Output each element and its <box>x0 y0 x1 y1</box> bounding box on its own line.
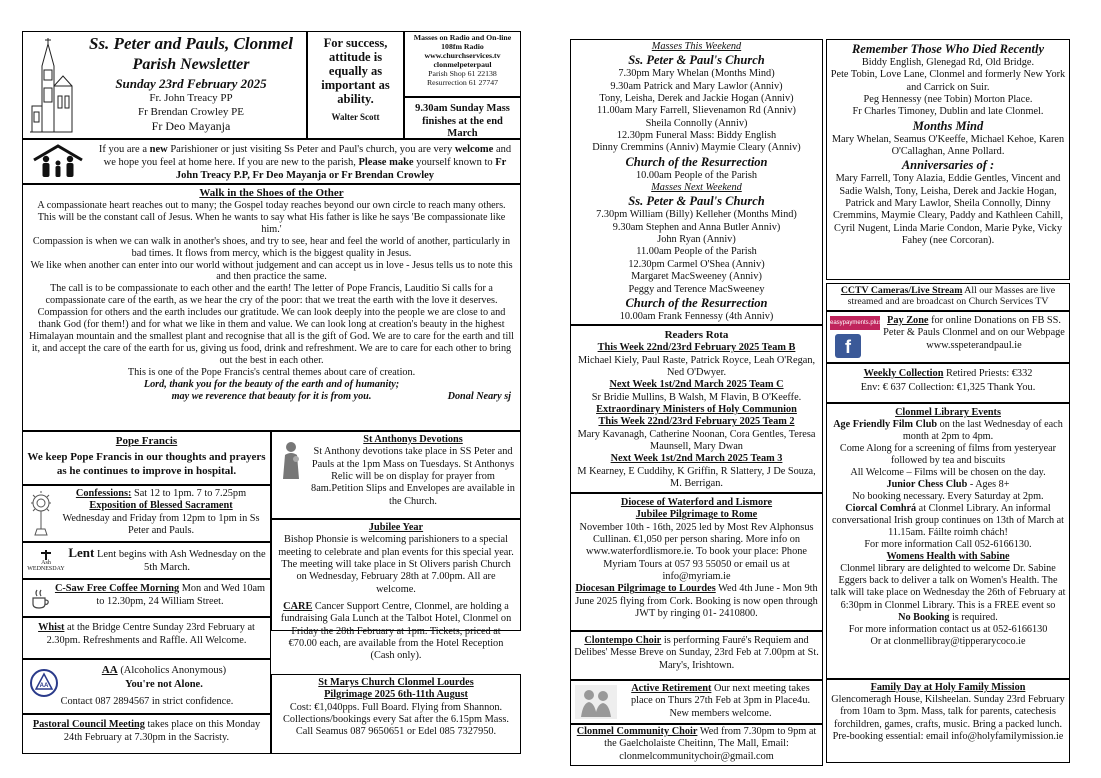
ciorcal-text: at Clonmel Library. An informal conversational Irish group continues on 13th of March at 11.15am. Fáilte roimh chách! <box>832 503 1064 539</box>
anniversaries-title: Anniversaries of : <box>901 158 995 173</box>
payzone-box <box>826 311 1070 363</box>
parish-title: Ss. Peter and Pauls, Clonmel <box>88 34 294 53</box>
community-choir-label: Clonmel Community Choir <box>576 726 698 737</box>
facebook-icon[interactable]: f <box>835 334 861 358</box>
remember-1: Biddy English, Glenegad Rd, Old Bridge. <box>861 57 1035 68</box>
library-title: Clonmel Library Events <box>895 407 1001 418</box>
welcome-text-3: and we hope you feel at home here. If you are new to the parish, <box>103 144 512 169</box>
mass-930-notice: 9.30am Sunday Mass finishes at the end March <box>404 97 521 139</box>
welcome-text-2: Parishioner or just visiting Ss Peter and Paul's church, you are very <box>167 144 455 155</box>
chess-club-text: No booking necessary. Every Saturday at 2pm. <box>852 491 1044 503</box>
remember-4: Fr Charles Timoney, Dublin and late Clonmel. <box>852 106 1044 118</box>
clontempo-text: is performing Fauré's Requiem and Delibes' Messe Breve on Sunday, 23rd Feb at 7.00pm at St. Mary's, Irishtown. <box>574 635 819 671</box>
ciorcal-contact: For more information Call 052-6166130. <box>864 539 1032 551</box>
pastoral-text: takes place on this Monday 24th February at 7.30pm in the Sacristy. <box>63 719 261 743</box>
diocese-lourdes: Diocesan Pilgrimage to Lourdes <box>575 583 716 595</box>
pope-text: We keep Pope Francis in our thoughts and prayers as he continues to improve in hospital. <box>27 451 266 477</box>
csaw-label: C-Saw Free Coffee Morning <box>54 583 180 594</box>
walk-title: Walk in the Shoes of the Other <box>199 187 344 199</box>
welcome-new: new <box>149 144 168 155</box>
pope-title: Pope Francis <box>115 435 178 447</box>
easypayments-logo: easypayments.plus <box>830 316 880 330</box>
ash-wednesday-label: Ash WEDNESDAY <box>27 560 65 572</box>
walk-prayer-1: Lord, thank you for the beauty of the earth and of humanity; <box>143 378 400 390</box>
diocese-text: November 10th - 16th, 2025 led by Most Rev Alphonsus Cullinan. €1,050 per person sharing. More info on www.waterfordlismore.ie. To book your place: Phone Myriam Tours at 057 93 55050 or email us at info@myriam.ie <box>579 521 814 583</box>
radio-box <box>404 31 521 97</box>
aa-contact: Contact 087 2894567 in strict confidence. <box>60 696 234 707</box>
library-box <box>826 403 1070 679</box>
exposition-text: Wednesday and Friday from 12pm to 1pm in Ss Peter and Pauls. <box>62 512 260 537</box>
womens-health-text: Clonmel library are delighted to welcome Dr. Sabine Eggers back to deliver a talk on Women's Health. The talk will take place on Wednesday the 26th of February at 6:30pm in Clonmel Library. This is a FREE event so <box>830 563 1066 611</box>
radio-site-2: clonmelpeterpaul <box>433 59 492 69</box>
lourdes-sm-title-1: St Marys Church Clonmel Lourdes <box>318 677 474 688</box>
whist-label: Whist <box>38 622 65 633</box>
mass-next-1: 7.30pm William (Billy) Kelleher (Months Mind) <box>596 209 797 221</box>
mass-this-4: 11.00am Mary Farrell, Slievenamon Rd (Anniv) <box>597 105 796 117</box>
remember-3: Peg Hennessy (nee Tobin) Morton Place. <box>863 94 1033 106</box>
womens-health-title: Womens Health with Sabine <box>886 551 1010 563</box>
csaw-box <box>22 579 271 617</box>
pope-box <box>22 431 271 485</box>
mass-this-3: Tony, Leisha, Derek and Jackie Hogan (Anniv) <box>599 93 794 105</box>
radio-site-1[interactable]: www.churchservices.tv <box>424 50 501 60</box>
cctv-text: All our Masses are live streamed and are broadcast on Church Services TV <box>847 285 1056 308</box>
mass-this-1: 7.30pm Mary Whelan (Months Mind) <box>618 68 775 80</box>
clontempo-box <box>570 631 823 680</box>
anthony-box <box>271 431 521 519</box>
ciorcal-label: Ciorcal Comhrá <box>845 503 917 515</box>
whist-text: at the Bridge Centre Sunday 23rd February at 2.30pm. Refreshments and Raffle. All Welcome. <box>46 622 255 646</box>
walk-para-6: This is one of the Pope Francis's central themes about care of creation. <box>127 366 416 378</box>
jubilee-box <box>271 519 521 662</box>
monstrance-icon <box>29 490 53 538</box>
walk-para-1: A compassionate heart reaches out to many; the Gospel today reaches beyond our own circle to reach many others. This will be the constant call of Jesus. When he wants to say what His father is like he says 'Be compassionate like him.' <box>37 199 506 235</box>
masses-box <box>570 39 823 325</box>
masses-this-heading: Masses This Weekend <box>651 41 742 52</box>
mass-next-4: 11.00am People of the Parish <box>636 246 757 258</box>
csaw-text: Mon and Wed 10am to 12.30pm, 24 William Street. <box>96 583 266 607</box>
film-club-text-3: All Welcome – Films will be chosen on the day. <box>850 467 1046 479</box>
remember-2: Pete Tobin, Love Lane, Clonmel and formerly New York and Carrick on Suir. <box>830 69 1066 93</box>
clontempo-label: Clontempo Choir <box>584 635 662 646</box>
remember-title: Remember Those Who Died Recently <box>851 42 1045 56</box>
welcome-text-4: yourself known to <box>413 157 496 169</box>
payzone-label: Pay Zone <box>887 315 929 326</box>
masses-church-2: Church of the Resurrection <box>625 154 768 169</box>
pastoral-box <box>22 714 271 754</box>
lourdes-sm-title-2: Pilgrimage 2025 6th-11th August <box>324 689 468 701</box>
mass-next-5: 12.30pm Carmel O'Shea (Anniv) <box>628 258 765 270</box>
resurrection-phone: Resurrection 61 27747 <box>426 77 499 87</box>
welcome-welcome: welcome <box>454 144 494 155</box>
mass-this-7: Dinny Cremmins (Anniv) Maymie Cleary (Anniv) <box>592 142 801 154</box>
welcome-box <box>22 139 521 184</box>
family-icon <box>29 144 87 180</box>
retirement-box <box>570 680 823 724</box>
rota-box <box>570 325 823 493</box>
jubilee-text: Bishop Phonsie is welcoming parishioners to a special meeting to celebrate and plan events for this special year. The meeting will take place in St Olivers parish Church on Wednesday, February 28th at 7.00pm. All are welcome. <box>278 534 514 595</box>
lent-label: Lent <box>68 545 95 560</box>
library-contact: For more information contact us at 052-6166130 <box>848 623 1048 635</box>
months-mind-title: Months Mind <box>912 118 984 133</box>
aa-title: AA <box>101 664 118 676</box>
coffee-cup-icon <box>29 587 51 611</box>
aa-box <box>22 659 271 714</box>
st-anthony-icon <box>276 438 306 482</box>
aa-line: You're not Alone. <box>125 678 203 690</box>
jubilee-title: Jubilee Year <box>368 522 424 533</box>
collection-text: Retired Priests: €332 <box>943 368 1033 379</box>
lent-box <box>22 542 271 579</box>
walk-author: Donal Neary sj <box>447 390 511 402</box>
family-day-title: Family Day at Holy Family Mission <box>870 682 1026 693</box>
lent-text: Lent begins with Ash Wednesday on the 5th March. <box>94 549 266 573</box>
care-text: Cancer Support Centre, Clonmel, are holding a fundraising Gala Lunch at the Talbot Hotel, Clonmel on Friday the 28th February at 1pm. Tickets, priced at €70.00 each, are available from the Hotel Reception (Cash only). <box>280 601 512 662</box>
collection-env: Env: € 637 Collection: €1,325 Thank You. <box>860 381 1036 393</box>
rota-week-4: Next Week 1st/2nd March 2025 Team 3 <box>610 453 783 465</box>
diocese-jubilee: Jubilee Pilgrimage to Rome <box>635 509 758 521</box>
exposition-title: Exposition of Blessed Sacrament <box>89 500 233 512</box>
diocese-title: Diocese of Waterford and Lismore <box>620 497 773 508</box>
community-choir-box <box>570 724 823 766</box>
welcome-names: Fr John Treacy P.P, Fr Deo Mayanja or Fr Brendan Crowley <box>175 157 507 182</box>
payzone-text: for online Donations on FB SS. Peter & Pauls Clonmel and on our Webpage www.sspeterandpaul.ie <box>883 315 1065 351</box>
mass-next-3: John Ryan (Anniv) <box>657 234 736 246</box>
quote-box <box>307 31 404 139</box>
mass-res-2: 10.00am Frank Fennessy (4th Anniv) <box>619 310 774 322</box>
community-choir-text: Wed from 7.30pm to 9pm at the Gaelcholaiste Cheitinn, The Mall, Email: clonmelcommunitychoir@gmail.com <box>604 726 817 762</box>
no-booking-text: is required. <box>949 611 998 623</box>
family-day-text: Glencomeragh House, Kilsheelan. Sunday 23rd February from 10am to 3pm. Mass, talk for parents, catechesis forchildren, games, crafts, music. Bring a packed lunch. Pre-booking essential: email info@holyfamilymission.ie <box>831 694 1065 742</box>
diocese-lourdes-text: Wed 4th June - Mon 9th June 2025 flying from Cork. Booking is now open through JWT by ringing 01- 2410800. <box>575 583 818 620</box>
walk-box <box>22 184 521 431</box>
family-day-box <box>826 679 1070 763</box>
parish-shop-phone: Parish Shop 61 22138 <box>428 68 497 78</box>
aa-logo-icon <box>29 668 59 698</box>
walk-prayer-2: may we reverence that beauty for it is from you. <box>171 390 372 402</box>
welcome-text-1: If you are a <box>98 144 150 155</box>
rota-week-3-names: Mary Kavanagh, Catherine Noonan, Cora Gentles, Teresa Maunsell, Mary Dwan <box>577 428 816 452</box>
masses-church-2b: Church of the Resurrection <box>625 295 768 310</box>
ash-wednesday-icon <box>27 546 65 576</box>
eucharistic-ministers-title: Extraordinary Ministers of Holy Communion <box>596 403 797 415</box>
confessions-box <box>22 485 271 542</box>
priest-1: Fr. John Treacy PP <box>149 92 233 105</box>
newsletter-date: Sunday 23rd February 2025 <box>115 76 267 92</box>
collection-label: Weekly Collection <box>863 368 944 379</box>
walk-para-3: We like when another can enter into our world without judgement and can accept us in love - Jesus tells us to note this and then practice the same. <box>30 259 513 283</box>
no-booking-label: No Booking <box>898 611 950 623</box>
care-label: CARE <box>283 601 313 613</box>
film-club-text-2: Come Along for a screening of films from yesteryear followed by tea and biscuits <box>839 443 1057 467</box>
priest-3: Fr Deo Mayanja <box>151 118 231 133</box>
rota-week-2-names: Sr Bridie Mullins, B Walsh, M Flavin, B O'Keeffe. <box>591 391 802 403</box>
confessions-label: Confessions: <box>75 488 132 499</box>
remember-box <box>826 39 1070 280</box>
film-club-label: Age Friendly Film Club <box>833 419 938 431</box>
mass-res-1: 10.00am People of the Parish <box>636 169 757 181</box>
rota-week-2: Next Week 1st/2nd March 2025 Team C <box>609 379 784 391</box>
retirement-text: Our next meeting takes place on Thurs 27th Feb at 3pm in Place4u. New members welcome. <box>630 683 811 719</box>
mass-next-2: 9.30am Stephen and Anna Butler Anniv) <box>612 221 781 233</box>
collection-box <box>826 363 1070 403</box>
quote-author: Walter Scott <box>331 112 380 122</box>
mass-this-5: Sheila Connolly (Anniv) <box>645 117 748 129</box>
months-mind-list: Mary Whelan, Seamus O'Keeffe, Michael Kehoe, Karen O'Callaghan, Anne Pollard. <box>831 133 1065 158</box>
whist-box <box>22 617 271 659</box>
lourdes-sm-text: Cost: €1,040pps. Full Board. Flying from Shannon. Collections/bookings every Sat after the 6.15pm Mass. Call Seamus 087 9650651 or Edel 085 7327950. <box>283 701 509 738</box>
masses-church-1: Ss. Peter & Paul's Church <box>628 53 765 68</box>
masses-church-1b: Ss. Peter & Paul's Church <box>628 194 765 209</box>
rota-week-1: This Week 22nd/23rd February 2025 Team B <box>597 342 796 354</box>
walk-para-2: Compassion is when we can walk in another's shoes, and try to see, hear and feel the world of another, particularly in bad times. It flows from mercy, which is the biggest quality in Jesus. <box>32 235 511 259</box>
retirement-label: Active Retirement <box>631 683 712 694</box>
library-email: Or at clonmellibray@tipperarycoco.ie <box>870 635 1026 647</box>
anniversaries-list: Mary Farrell, Tony Alazia, Eddie Gentles, Vincent and Sadie Walsh, Tony, Leisha, Derek and Jackie Hogan, Patrick and Mary Lawlor, Sheila Connolly, Dinny Cremmins, Maymie Cleary, Paddy and Kathleen Cahill, Cyril Nugent, Linda Marie Condon, Marie Pyke, Vicky Fahey (nee Corcoran). <box>832 173 1064 247</box>
film-club-text: on the last Wednesday of each month at 2pm to 4pm. <box>902 419 1063 443</box>
masses-next-heading: Masses Next Weekend <box>651 182 742 194</box>
quote-text: For success, attitude is equally as important as ability. <box>321 36 390 106</box>
walk-para-4: The call is to be compassionate to each other and the earth! The letter of Pope Francis, Lauditio Si calls for a compassionate care of the earth, as we hear the cry of the poor: that we treat the earth with the love it deserves. <box>45 283 498 307</box>
walk-para-5: Compassion for others and the earth includes our gratitude. We can look deeply into the people we are close to and thank God (for them!) and for what we like in them and value. We can look long at creation's beauty in the highest Himalayan mountain and the smallest plant and recognise that all is the gift of God. We are to care for the earth and till it, and accept the care of the earth for us, giving us food, drink and refreshment. We are to care for each other to bring out the best in each other. <box>28 307 514 367</box>
mass-this-2: 9.30am Patrick and Mary Lawlor (Anniv) <box>610 80 783 92</box>
svg-text:AA: AA <box>39 683 49 689</box>
pastoral-label: Pastoral Council Meeting <box>32 719 145 730</box>
church-icon <box>27 36 75 134</box>
radio-title: Masses on Radio and On-line 108fm Radio <box>413 33 512 51</box>
mass-this-6: 12.30pm Funeral Mass: Biddy English <box>616 130 777 142</box>
cctv-box <box>826 283 1070 311</box>
anthony-text: St Anthony devotions take place in SS Peter and Pauls at the 1pm Mass on Tuesdays. St Anthonys Relic will be on display for prayer from 8am.Petition Slips and Envelopes are available in the Church. <box>311 446 515 507</box>
mass-next-6: Margaret MacSweeney (Anniv) <box>631 271 762 283</box>
lourdes-st-marys-box <box>271 674 521 754</box>
rota-title: Readers Rota <box>664 329 729 341</box>
priest-2: Fr Brendan Crowley PE <box>137 105 244 118</box>
anthony-title: St Anthonys Devotions <box>363 434 463 445</box>
diocese-box <box>570 493 823 631</box>
rota-week-4-names: M Kearney, E Cuddihy, K Griffin, R Slattery, J De Souza, M. Berrigan. <box>577 465 816 489</box>
cctv-label: CCTV Cameras/Live Stream <box>840 285 963 296</box>
welcome-please: Please make <box>358 157 414 169</box>
rota-week-3: This Week 22nd/23rd February 2025 Team 2 <box>598 416 795 428</box>
mass-next-7: Peggy and Terence MacSweeney <box>628 283 765 295</box>
rota-week-1-names: Michael Kiely, Paul Raste, Patrick Royce, Leah O'Regan, Ned O'Dwyer. <box>577 354 816 378</box>
seniors-icon <box>574 684 618 720</box>
confessions-text: Sat 12 to 1pm. 7 to 7.25pm <box>131 488 247 499</box>
header-box <box>22 31 307 139</box>
newsletter-title: Parish Newsletter <box>132 55 250 73</box>
chess-club-age: - Ages 8+ <box>967 479 1010 491</box>
chess-club-label: Junior Chess Club <box>886 479 968 491</box>
aa-title-2: (Alcoholics Anonymous) <box>117 665 227 676</box>
